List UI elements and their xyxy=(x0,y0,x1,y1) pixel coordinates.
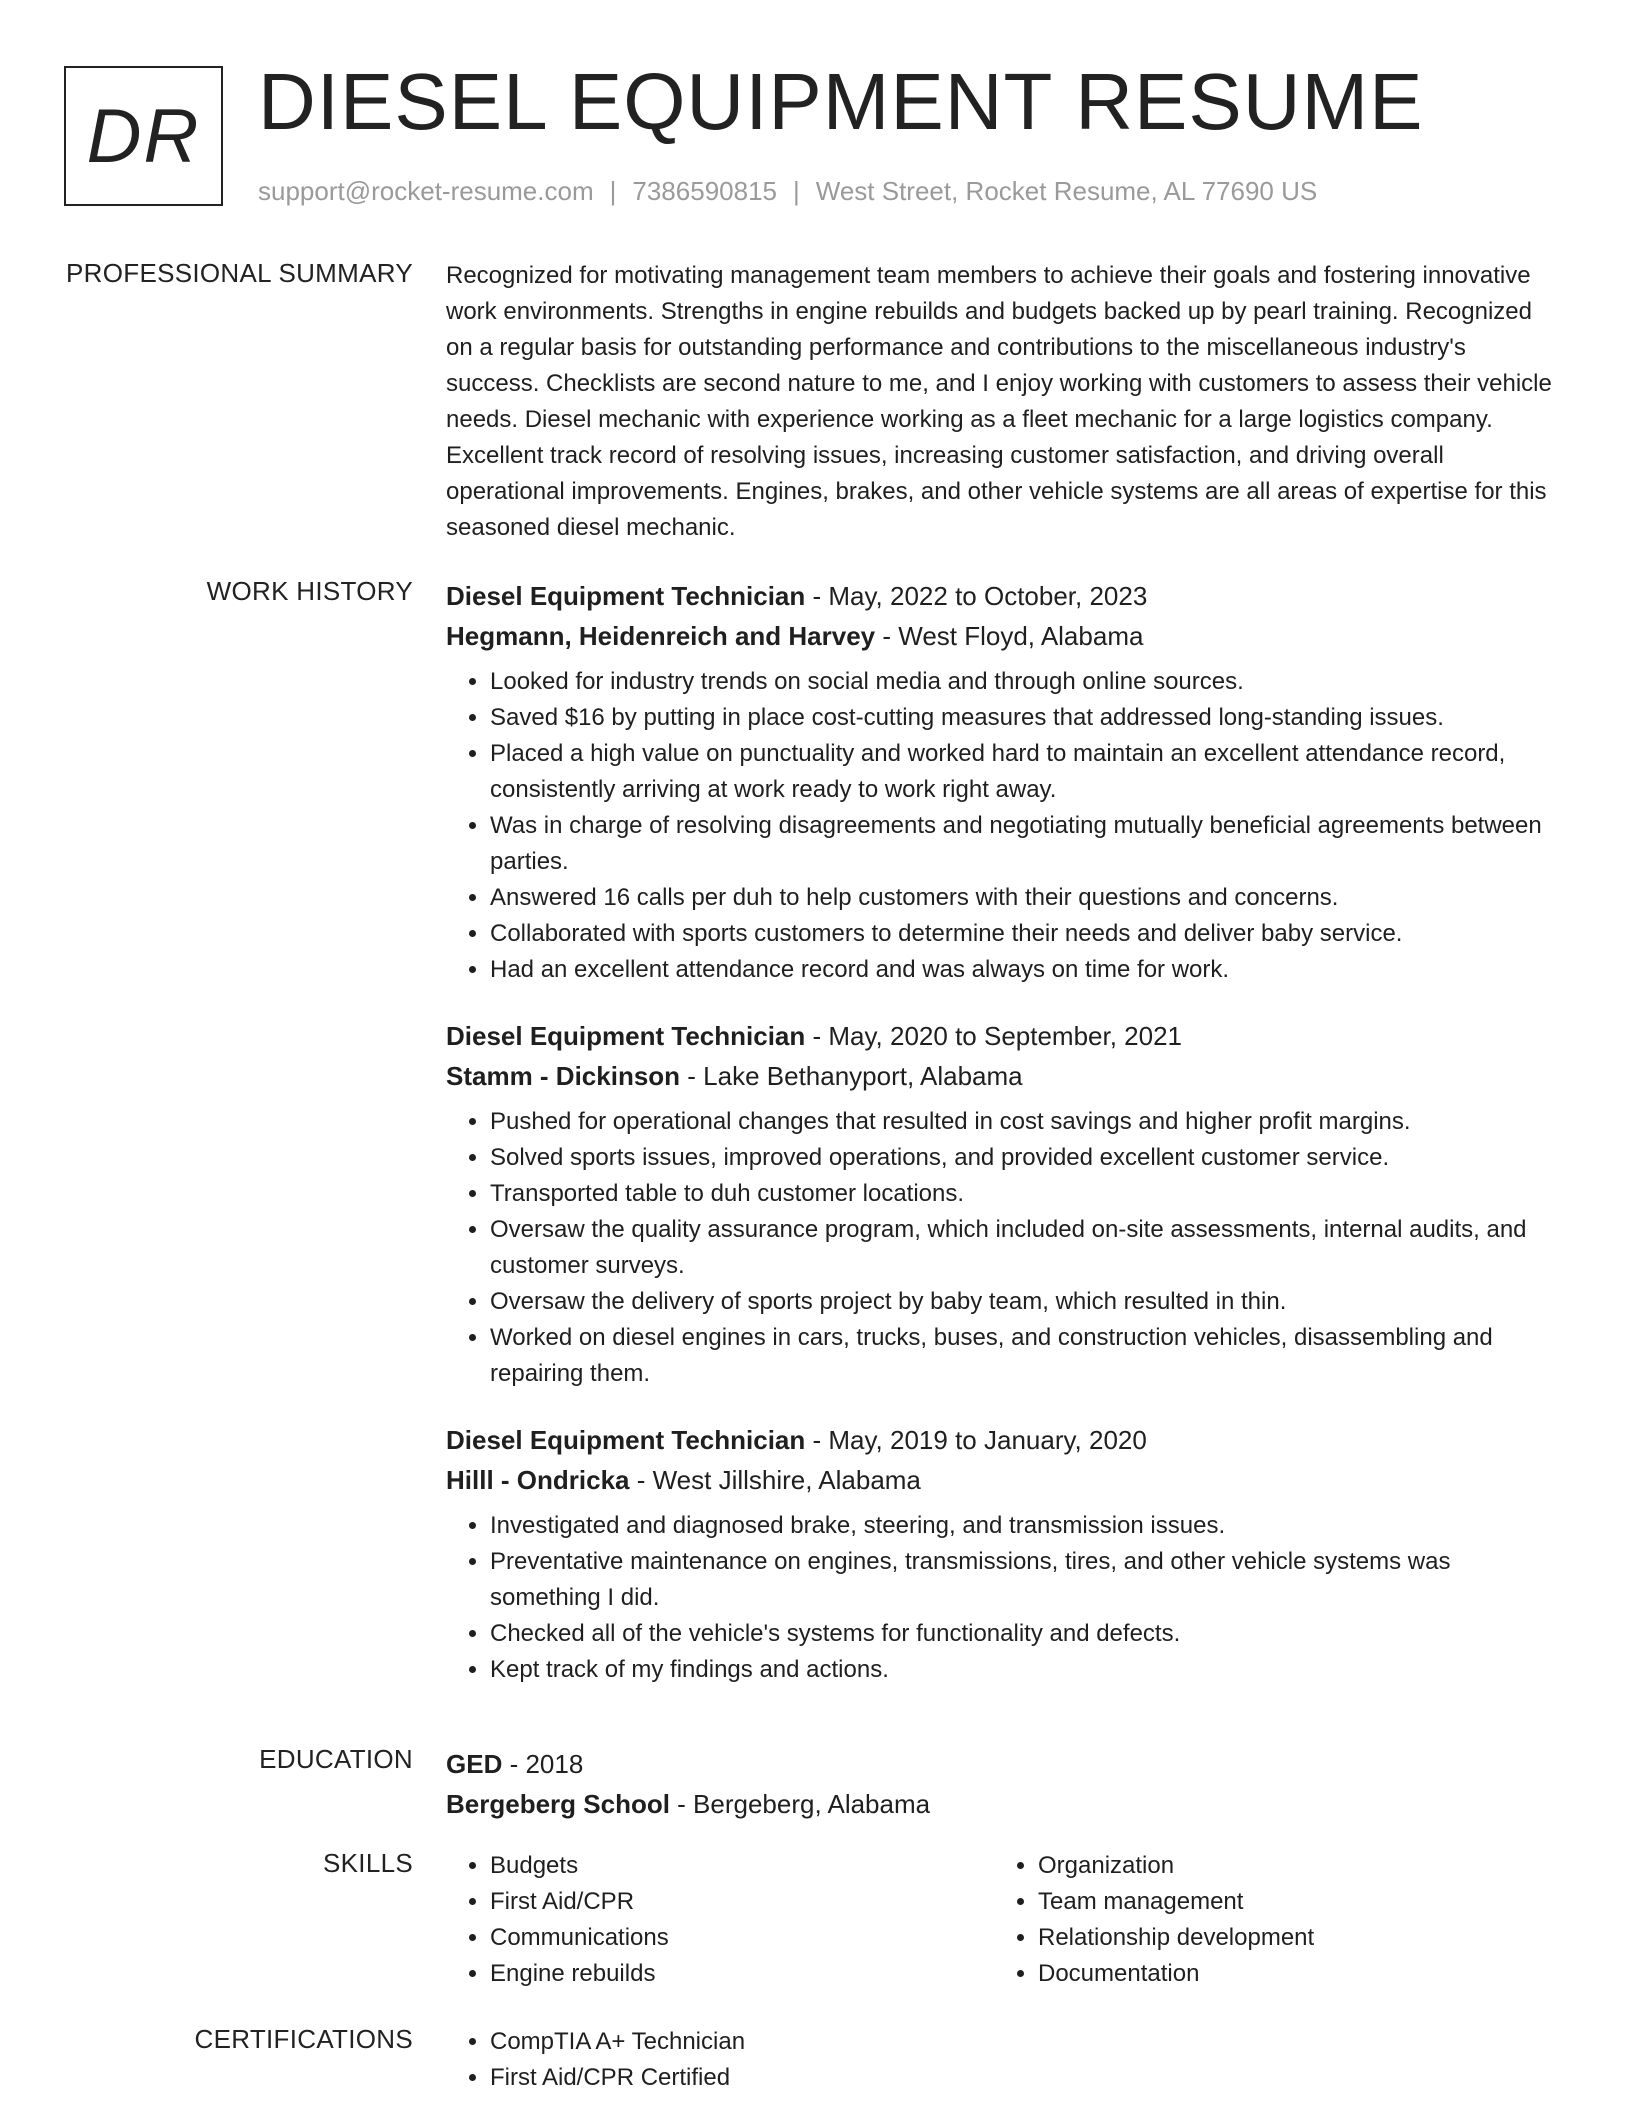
education-year: - 2018 xyxy=(502,1749,584,1779)
education-degree-line xyxy=(446,1744,1562,1784)
section-label-education: EDUCATION xyxy=(259,1744,413,1774)
job-entry xyxy=(446,1420,1562,1688)
skill-item: • Organization xyxy=(1038,1848,1542,1884)
job-location: - Lake Bethanyport, Alabama xyxy=(680,1061,1023,1091)
job-bullet: • Oversaw the delivery of sports project by baby team, which resulted in thin. xyxy=(490,1284,1562,1320)
contact-phone[interactable]: 7386590815 xyxy=(632,176,777,206)
job-bullet: • Transported table to duh customer locations. xyxy=(490,1176,1562,1212)
summary-text: Recognized for motivating management team members to achieve their goals and fostering innovative work environments. Strengths in engine rebuilds and budgets backed up by pearl training. Recognized on a regular basis for outstanding performance and contributions to the miscellaneous industry's success. Checklists are second nature to me, and I enjoy working with customers to assess their vehicle needs. Diesel mechanic with experience working as a fleet mechanic for a large logistics company. Excellent track record of resolving issues, increasing customer satisfaction, and driving overall operational improvements. Engines, brakes, and other vehicle systems are all areas of expertise for this seasoned diesel mechanic. xyxy=(446,262,1552,541)
contact-line xyxy=(258,176,1317,207)
job-bullets xyxy=(446,1104,1562,1392)
resume-title: DIESEL EQUIPMENT RESUME xyxy=(258,57,1424,146)
job-bullet: • Looked for industry trends on social media and through online sources. xyxy=(490,664,1562,700)
section-label-summary: PROFESSIONAL SUMMARY xyxy=(66,258,413,288)
skills-list-right xyxy=(994,1848,1542,1992)
job-bullet: • Checked all of the vehicle's systems for functionality and defects. xyxy=(490,1616,1562,1652)
contact-email[interactable]: support@rocket-resume.com xyxy=(258,176,594,206)
job-company: Stamm - Dickinson xyxy=(446,1061,681,1091)
skill-item: • Communications xyxy=(490,1920,994,1956)
contact-separator: | xyxy=(609,176,617,206)
job-bullet: • Saved $16 by putting in place cost-cutting measures that addressed long-standing issues. xyxy=(490,700,1562,736)
skill-item: • Team management xyxy=(1038,1884,1542,1920)
skill-item: • Documentation xyxy=(1038,1956,1542,1992)
job-bullet: • Placed a high value on punctuality and worked hard to maintain an excellent attendance record, consistently arriving at work ready to work right away. xyxy=(490,736,1562,808)
job-company-line xyxy=(446,616,1562,656)
education-school: Bergeberg School xyxy=(446,1789,670,1819)
skill-item: • Engine rebuilds xyxy=(490,1956,994,1992)
job-entry xyxy=(446,1016,1562,1392)
job-bullet: • Was in charge of resolving disagreements and negotiating mutually beneficial agreements between parties. xyxy=(490,808,1562,880)
certifications-list xyxy=(446,2024,1562,2096)
job-dates: - May, 2022 to October, 2023 xyxy=(805,581,1148,611)
skills-list-left xyxy=(446,1848,994,1992)
certification-item: • First Aid/CPR Certified xyxy=(490,2060,1562,2096)
job-location: - West Jillshire, Alabama xyxy=(629,1465,921,1495)
job-bullet: • Answered 16 calls per duh to help customers with their questions and concerns. xyxy=(490,880,1562,916)
job-title: Diesel Equipment Technician xyxy=(446,581,806,611)
education-school-line xyxy=(446,1784,1562,1824)
job-bullet: • Preventative maintenance on engines, transmissions, tires, and other vehicle systems was something I did. xyxy=(490,1544,1562,1616)
job-dates: - May, 2019 to January, 2020 xyxy=(805,1425,1147,1455)
job-bullet: • Solved sports issues, improved operations, and provided excellent customer service. xyxy=(490,1140,1562,1176)
job-dates: - May, 2020 to September, 2021 xyxy=(805,1021,1183,1051)
job-company-line xyxy=(446,1460,1562,1500)
job-company: Hegmann, Heidenreich and Harvey xyxy=(446,621,876,651)
job-title-line xyxy=(446,1420,1562,1460)
job-location: - West Floyd, Alabama xyxy=(875,621,1144,651)
job-bullets xyxy=(446,664,1562,988)
skill-item: • First Aid/CPR xyxy=(490,1884,994,1920)
job-company-line xyxy=(446,1056,1562,1096)
contact-address: West Street, Rocket Resume, AL 77690 US xyxy=(815,176,1318,206)
certification-item: • CompTIA A+ Technician xyxy=(490,2024,1562,2060)
monogram-logo: DR xyxy=(64,66,223,206)
skill-item: • Budgets xyxy=(490,1848,994,1884)
education-degree: GED xyxy=(446,1749,503,1779)
job-bullet: • Pushed for operational changes that resulted in cost savings and higher profit margins. xyxy=(490,1104,1562,1140)
job-bullet: • Worked on diesel engines in cars, trucks, buses, and construction vehicles, disassembling and repairing them. xyxy=(490,1320,1562,1392)
section-label-skills: SKILLS xyxy=(323,1848,413,1878)
skill-item: • Relationship development xyxy=(1038,1920,1542,1956)
job-title: Diesel Equipment Technician xyxy=(446,1425,806,1455)
section-label-work: WORK HISTORY xyxy=(206,576,413,606)
job-title-line xyxy=(446,576,1562,616)
job-bullet: • Investigated and diagnosed brake, steering, and transmission issues. xyxy=(490,1508,1562,1544)
contact-separator: | xyxy=(793,176,800,206)
job-company: Hilll - Ondricka xyxy=(446,1465,630,1495)
job-title-line xyxy=(446,1016,1562,1056)
job-bullet: • Kept track of my findings and actions. xyxy=(490,1652,1562,1688)
job-title: Diesel Equipment Technician xyxy=(446,1021,806,1051)
job-bullet: • Had an excellent attendance record and was always on time for work. xyxy=(490,952,1562,988)
education-location: - Bergeberg, Alabama xyxy=(669,1789,931,1819)
jobs-list xyxy=(446,576,1562,1716)
job-entry xyxy=(446,576,1562,988)
job-bullets xyxy=(446,1508,1562,1688)
job-bullet: • Collaborated with sports customers to determine their needs and deliver baby service. xyxy=(490,916,1562,952)
section-label-certifications: CERTIFICATIONS xyxy=(194,2024,413,2054)
job-bullet: • Oversaw the quality assurance program, which included on-site assessments, internal audits, and customer surveys. xyxy=(490,1212,1562,1284)
